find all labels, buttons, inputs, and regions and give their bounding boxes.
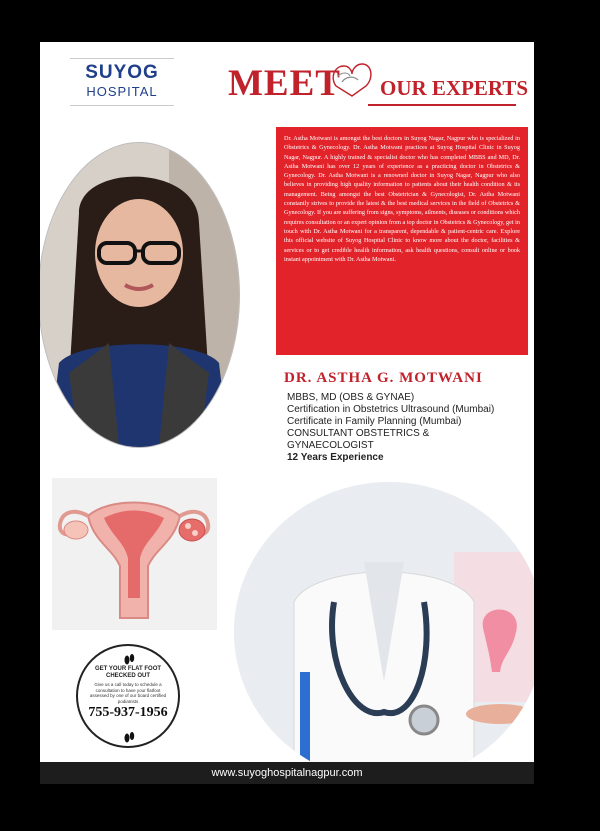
heading-our-experts: OUR EXPERTS (380, 76, 529, 100)
stethoscope-illustration (234, 482, 534, 782)
doctor-portrait-illustration (40, 143, 239, 447)
credential-line: Certificate in Family Planning (Mumbai) (287, 416, 462, 427)
uterus-illustration (52, 478, 217, 630)
credential-line: MBBS, MD (OBS & GYNAE) (287, 392, 415, 403)
badge-title-line2: CHECKED OUT (105, 673, 150, 679)
doctor-credentials (287, 392, 494, 464)
credential-line: Certification in Obstetrics Ultrasound (Mumbai) (287, 404, 495, 415)
hospital-logo (70, 58, 174, 106)
poster (40, 42, 534, 784)
credential-line: GYNAECOLOGIST (287, 440, 374, 451)
badge-title-line1: GET YOUR FLAT FOOT (94, 666, 162, 672)
doctor-stethoscope-photo (234, 482, 534, 782)
logo-name: SUYOG (85, 62, 159, 83)
doctor-bio: Dr. Astha Motwani is amongst the best doctors in Suyog Nagar, Nagpur who is specialized in Obstetrics & Gynecology. Dr. Astha Motwani practices at Suyog Hospital Clinic in Suyog Nagar, Nagpur. A highly trained & specialist doctor who has completed MBBS and MD, Dr. Astha Motwani has over 12 years of experience as a practicing doctor in Obstetrics & Gynecology. Dr. Astha Motwani is a renowned doctor in Suyog Nagar, Nagpur who also believes in providing high quality information to patients about their health condition & its management. Being amongst the best Obstetrician & Gynecologist, Dr. Astha Motwani constantly strives to provide the latest & the best medical services in the field of Obstetrics & Gynecology. If you are suffering from signs, symptoms, ailments, diseases or conditions which requires consultation or an expert opinion from a top doctor in Obstetrics & Gynecology, get in touch with Dr. Astha Motwani for a transparent, dependable & patient-centric care. Explore this official website of Suyog Hospital Clinic to know more about the doctor, facilities & services or to get credible health information, ask health questions, consult online or book instant appointment with Dr. Astha Motwani. (284, 135, 520, 263)
logo-subtitle: HOSPITAL (86, 84, 158, 99)
uterus-icon (52, 478, 217, 630)
flat-foot-badge (76, 644, 180, 748)
heart-hands-icon (328, 56, 376, 100)
doctor-photo (40, 142, 240, 448)
experience: 12 Years Experience (287, 452, 384, 463)
badge-body: Give us a call today to schedule a consultation to have your flatfoot assessed by one of our board certified podiatrists (89, 682, 167, 704)
credential-line: CONSULTANT OBSTETRICS & (287, 428, 430, 439)
bio-box (276, 127, 528, 355)
badge-phone: 755-937-1956 (88, 705, 168, 720)
doctor-name: DR. ASTHA G. MOTWANI (284, 370, 483, 386)
footprint-icon (122, 652, 136, 666)
heading-underline (368, 104, 516, 106)
heading-meet: MEET (228, 63, 341, 104)
footer-url: www.suyoghospitalnagpur.com (40, 762, 534, 784)
footprint-icon (122, 730, 136, 744)
